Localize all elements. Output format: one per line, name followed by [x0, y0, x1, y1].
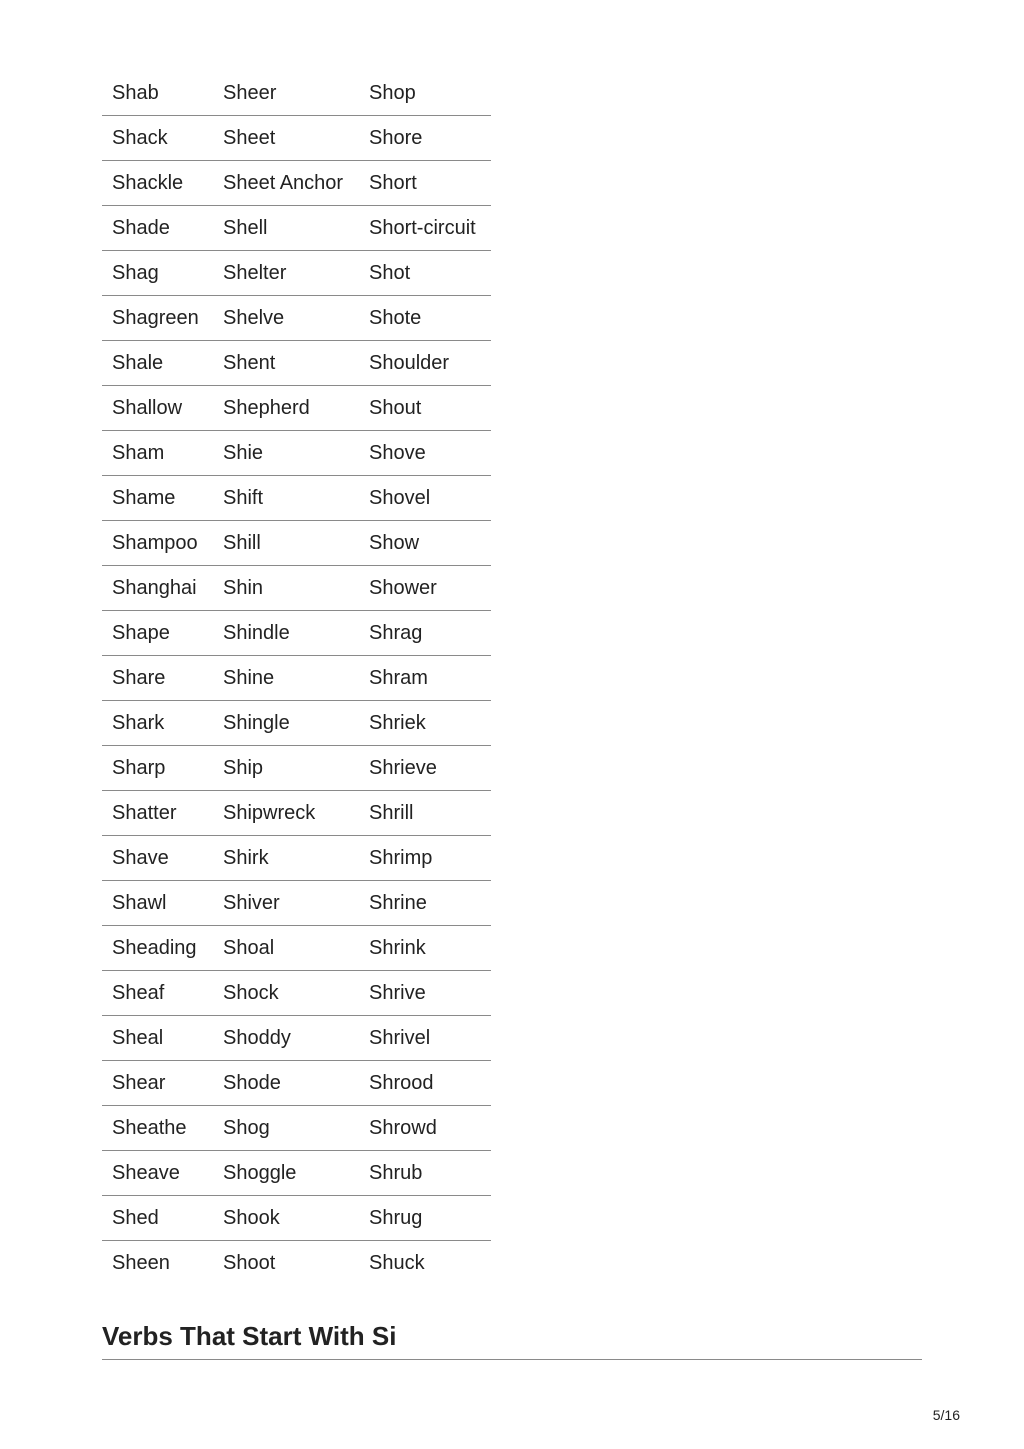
- table-cell: Short: [359, 161, 491, 206]
- table-row: [102, 1241, 491, 1286]
- table-cell: Shackle: [102, 161, 213, 206]
- table-cell: Shale: [102, 341, 213, 386]
- table-row: [102, 971, 491, 1016]
- table-cell: Shower: [359, 566, 491, 611]
- table-cell: Shout: [359, 386, 491, 431]
- table-cell: Shindle: [213, 611, 359, 656]
- table-cell: Shrimp: [359, 836, 491, 881]
- table-row: [102, 341, 491, 386]
- table-row: [102, 836, 491, 881]
- table-cell: Sheal: [102, 1016, 213, 1061]
- page-number: 5/16: [932, 1407, 960, 1423]
- table-cell: Shawl: [102, 881, 213, 926]
- table-cell: Shampoo: [102, 521, 213, 566]
- table-cell: Shin: [213, 566, 359, 611]
- table-cell: Shram: [359, 656, 491, 701]
- table-cell: Shagreen: [102, 296, 213, 341]
- table-cell: Shote: [359, 296, 491, 341]
- table-row: [102, 296, 491, 341]
- table-cell: Shook: [213, 1196, 359, 1241]
- table-cell: Shiver: [213, 881, 359, 926]
- table-cell: Short-circuit: [359, 206, 491, 251]
- table-cell: Shriek: [359, 701, 491, 746]
- table-cell: Shave: [102, 836, 213, 881]
- table-cell: Sheet Anchor: [213, 161, 359, 206]
- table-cell: Shop: [369, 82, 416, 104]
- table-cell: Shog: [213, 1106, 359, 1151]
- table-cell: Shear: [102, 1061, 213, 1106]
- table-row: [102, 386, 491, 431]
- table-cell: Shrink: [359, 926, 491, 971]
- table-cell: Shine: [213, 656, 359, 701]
- table-row: [102, 1151, 491, 1196]
- table-cell: Shade: [102, 206, 213, 251]
- table-cell: Shed: [102, 1196, 213, 1241]
- table-cell: Shack: [102, 116, 213, 161]
- table-row: [102, 656, 491, 701]
- table-cell: Shab: [112, 82, 159, 104]
- table-cell: Shock: [213, 971, 359, 1016]
- table-cell: Shrug: [359, 1196, 491, 1241]
- table-cell: Shoggle: [213, 1151, 359, 1196]
- table-cell: Shrivel: [359, 1016, 491, 1061]
- table-row: [102, 1061, 491, 1106]
- table-row: [102, 566, 491, 611]
- table-cell: Shrag: [359, 611, 491, 656]
- table-cell: Sheen: [102, 1241, 213, 1286]
- table-row: [102, 251, 491, 296]
- table-cell: Shift: [213, 476, 359, 521]
- table-cell: Ship: [213, 746, 359, 791]
- table-cell: Shie: [213, 431, 359, 476]
- table-row: [102, 746, 491, 791]
- table-cell: Shipwreck: [213, 791, 359, 836]
- table-cell: Sheading: [102, 926, 213, 971]
- table-cell: Shallow: [102, 386, 213, 431]
- table-cell: Shelve: [213, 296, 359, 341]
- table-row: [102, 521, 491, 566]
- table-row: [102, 701, 491, 746]
- table-cell: Shoot: [213, 1241, 359, 1286]
- table-row: [102, 71, 491, 116]
- table-cell: Shot: [359, 251, 491, 296]
- table-cell: Shanghai: [102, 566, 213, 611]
- verb-word-table-body: [102, 71, 491, 1285]
- table-cell: Sham: [102, 431, 213, 476]
- table-cell: Shingle: [213, 701, 359, 746]
- table-cell: Shore: [359, 116, 491, 161]
- table-cell: Shepherd: [213, 386, 359, 431]
- verb-word-table: [102, 71, 491, 1285]
- table-cell: Shuck: [359, 1241, 491, 1286]
- table-cell: Shrieve: [359, 746, 491, 791]
- table-row: [102, 1106, 491, 1151]
- table-cell: Shoal: [213, 926, 359, 971]
- table-cell: Shark: [102, 701, 213, 746]
- table-cell: Shrood: [359, 1061, 491, 1106]
- table-row: [102, 791, 491, 836]
- table-cell: Shent: [213, 341, 359, 386]
- table-cell: Shrill: [359, 791, 491, 836]
- table-cell: Sheave: [102, 1151, 213, 1196]
- table-cell: Sheaf: [102, 971, 213, 1016]
- table-cell: Shag: [102, 251, 213, 296]
- table-cell: Sheet: [213, 116, 359, 161]
- table-cell: Shrine: [359, 881, 491, 926]
- table-row: [102, 116, 491, 161]
- table-row: [102, 161, 491, 206]
- table-cell: Shirk: [213, 836, 359, 881]
- table-cell: Shrowd: [359, 1106, 491, 1151]
- section-heading: Verbs That Start With Si: [102, 1321, 397, 1351]
- table-cell: Shoulder: [359, 341, 491, 386]
- table-row: [102, 476, 491, 521]
- table-cell: Shatter: [102, 791, 213, 836]
- table-cell: Shode: [213, 1061, 359, 1106]
- table-row: [102, 206, 491, 251]
- table-cell: Show: [359, 521, 491, 566]
- table-cell: Sheer: [223, 82, 277, 104]
- table-cell: Sharp: [102, 746, 213, 791]
- table-row: [102, 611, 491, 656]
- table-cell: Shape: [102, 611, 213, 656]
- table-cell: Shoddy: [213, 1016, 359, 1061]
- table-row: [102, 881, 491, 926]
- table-cell: Shove: [359, 431, 491, 476]
- table-cell: Shame: [102, 476, 213, 521]
- table-cell: Shell: [213, 206, 359, 251]
- table-row: [102, 1016, 491, 1061]
- table-cell: Shill: [213, 521, 359, 566]
- table-row: [102, 926, 491, 971]
- table-cell: Sheathe: [102, 1106, 213, 1151]
- table-cell: Shelter: [213, 251, 359, 296]
- table-cell: Shovel: [359, 476, 491, 521]
- table-cell: Shrive: [359, 971, 491, 1016]
- table-cell: Shrub: [359, 1151, 491, 1196]
- table-row: [102, 431, 491, 476]
- table-row: [102, 1196, 491, 1241]
- table-cell: Share: [102, 656, 213, 701]
- section-divider: [102, 1359, 922, 1360]
